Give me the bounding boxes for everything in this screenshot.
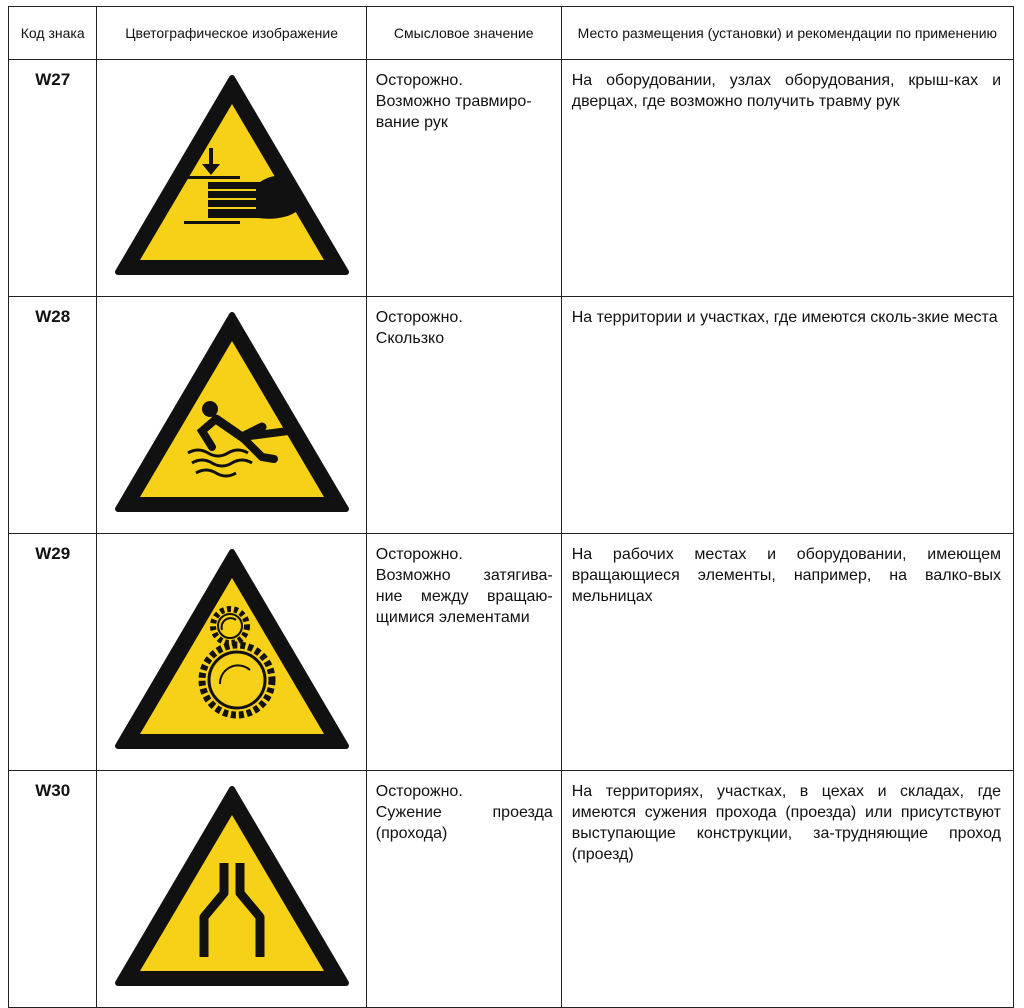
sign-meaning <box>366 297 561 534</box>
meaning-line: Осторожно. <box>375 783 463 800</box>
meaning-line: вание рук <box>375 114 448 131</box>
sign-placement: На территории и участках, где имеются сколь-зкие места <box>561 297 1013 534</box>
sign-image-cell <box>97 534 366 771</box>
sign-code: W28 <box>9 297 97 534</box>
meaning-line: (прохода) <box>375 825 448 842</box>
sign-image-cell <box>97 297 366 534</box>
sign-code: W27 <box>9 60 97 297</box>
meaning-line: Осторожно. <box>375 546 463 563</box>
sign-meaning <box>366 534 561 771</box>
road-narrowing-warning-icon <box>112 771 352 997</box>
table-row <box>9 60 1014 297</box>
meaning-line: Сужение проезда <box>375 804 553 821</box>
hand-crush-warning-icon <box>112 60 352 286</box>
sign-image-cell <box>97 771 366 1008</box>
rotating-gears-warning-icon <box>112 534 352 760</box>
sign-placement: На рабочих местах и оборудовании, имеющем вращающиеся элементы, например, на валко-вых мельницах <box>561 534 1013 771</box>
sign-meaning <box>366 60 561 297</box>
meaning-line: Возможно затягива- <box>375 567 553 584</box>
meaning-line: щимися элементами <box>375 609 530 626</box>
header-code: Код знака <box>9 7 97 60</box>
sign-placement: На территориях, участках, в цехах и складах, где имеются сужения прохода (проезда) или присутствуют выступающие конструкции, за-трудняющие проход (проезд) <box>561 771 1013 1008</box>
meaning-line: ние между вращаю- <box>375 588 553 605</box>
header-image: Цветографическое изображение <box>97 7 366 60</box>
meaning-line: Возможно травмиро- <box>375 93 532 110</box>
meaning-line: Осторожно. <box>375 72 463 89</box>
table-row <box>9 297 1014 534</box>
table-header-row <box>9 7 1014 60</box>
table-row <box>9 771 1014 1008</box>
signs-table <box>8 6 1014 1008</box>
sign-image-cell <box>97 60 366 297</box>
slippery-surface-warning-icon <box>112 297 352 523</box>
sign-placement: На оборудовании, узлах оборудования, крыш-ках и дверцах, где возможно получить травму рук <box>561 60 1013 297</box>
sign-code: W29 <box>9 534 97 771</box>
meaning-line: Скользко <box>375 330 445 347</box>
table-row <box>9 534 1014 771</box>
header-meaning: Смысловое значение <box>366 7 561 60</box>
sign-meaning <box>366 771 561 1008</box>
meaning-line: Осторожно. <box>375 309 463 326</box>
sign-code: W30 <box>9 771 97 1008</box>
header-placement: Место размещения (установки) и рекомендации по применению <box>561 7 1013 60</box>
